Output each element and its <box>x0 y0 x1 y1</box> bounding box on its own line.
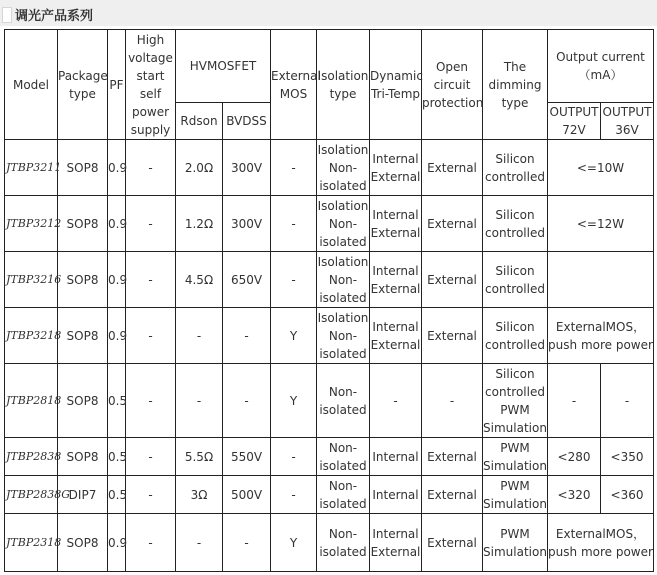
header-output-36v: OUTPUT 36V <box>601 103 654 140</box>
output-72v-cell: <280 <box>548 438 601 476</box>
output-current-cell: ExternalMOS，push more power <box>548 514 654 572</box>
pf-cell: 0.5 <box>108 438 126 476</box>
output-current-cell <box>548 252 654 308</box>
isolation-type-cell: Isolation Non-isolated <box>317 196 370 252</box>
rdson-cell: - <box>176 364 223 438</box>
external-mos-cell: - <box>271 438 317 476</box>
table-row <box>5 438 654 476</box>
dimming-type-cell: Silicon controlled <box>483 196 548 252</box>
model-cell: JTBP3216 <box>5 252 58 308</box>
package-cell: SOP8 <box>58 514 108 572</box>
header-isolation-type: Isolation type <box>317 30 370 140</box>
header-output-72v: OUTPUT 72V <box>548 103 601 140</box>
high-voltage-cell: - <box>126 252 176 308</box>
high-voltage-cell: - <box>126 364 176 438</box>
external-mos-cell: - <box>271 476 317 514</box>
model-cell: JTBP2838G <box>5 476 58 514</box>
high-voltage-cell: - <box>126 476 176 514</box>
isolation-type-cell: Non-isolated <box>317 438 370 476</box>
dimming-type-cell: PWM Simulation <box>483 514 548 572</box>
dimming-type-cell: Silicon controlled PWM Simulation <box>483 364 548 438</box>
rdson-cell: - <box>176 308 223 364</box>
output-current-cell: <=12W <box>548 196 654 252</box>
open-circuit-cell: External <box>422 514 483 572</box>
pf-cell: 0.9 <box>108 140 126 196</box>
package-cell: SOP8 <box>58 140 108 196</box>
header-open-circuit-protection: Open circuit protection <box>422 30 483 140</box>
bvdss-cell: 500V <box>223 476 271 514</box>
tri-temp-cell: Internal <box>370 438 422 476</box>
table-row <box>5 140 654 196</box>
header-pf: PF <box>108 30 126 140</box>
rdson-cell: 2.0Ω <box>176 140 223 196</box>
output-36v-cell: - <box>601 364 654 438</box>
header-external-mos: External MOS <box>271 30 317 140</box>
open-circuit-cell: - <box>422 364 483 438</box>
tri-temp-cell: Internal External <box>370 514 422 572</box>
package-cell: SOP8 <box>58 196 108 252</box>
model-cell: JTBP2838 <box>5 438 58 476</box>
dimming-type-cell: Silicon controlled <box>483 308 548 364</box>
output-36v-cell: <360 <box>601 476 654 514</box>
header-model: Model <box>5 30 58 140</box>
package-cell: SOP8 <box>58 252 108 308</box>
table-row <box>5 514 654 572</box>
external-mos-cell: Y <box>271 364 317 438</box>
package-cell: SOP8 <box>58 308 108 364</box>
isolation-type-cell: Non-isolated <box>317 476 370 514</box>
output-36v-cell: <350 <box>601 438 654 476</box>
title-bar <box>0 0 657 26</box>
header-package-type: Package type <box>58 30 108 140</box>
table-body <box>5 140 654 572</box>
bvdss-cell: - <box>223 308 271 364</box>
pf-cell: 0.9 <box>108 514 126 572</box>
table-row <box>5 196 654 252</box>
header-hvmosfet: HVMOSFET <box>176 30 271 103</box>
bvdss-cell: - <box>223 514 271 572</box>
header-dimming-type: The dimming type <box>483 30 548 140</box>
high-voltage-cell: - <box>126 140 176 196</box>
title-marker <box>2 7 12 23</box>
external-mos-cell: Y <box>271 514 317 572</box>
isolation-type-cell: Isolation Non-isolated <box>317 252 370 308</box>
open-circuit-cell: External <box>422 252 483 308</box>
bvdss-cell: 300V <box>223 140 271 196</box>
open-circuit-cell: External <box>422 308 483 364</box>
open-circuit-cell: External <box>422 438 483 476</box>
high-voltage-cell: - <box>126 514 176 572</box>
bvdss-cell: 650V <box>223 252 271 308</box>
model-cell: JTBP3212 <box>5 196 58 252</box>
tri-temp-cell: - <box>370 364 422 438</box>
open-circuit-cell: External <box>422 476 483 514</box>
rdson-cell: 1.2Ω <box>176 196 223 252</box>
external-mos-cell: - <box>271 140 317 196</box>
tri-temp-cell: Internal External <box>370 196 422 252</box>
high-voltage-cell: - <box>126 308 176 364</box>
rdson-cell: - <box>176 514 223 572</box>
dimming-type-cell: PWM Simulation <box>483 476 548 514</box>
output-current-cell: ExternalMOS，push more power <box>548 308 654 364</box>
high-voltage-cell: - <box>126 438 176 476</box>
pf-cell: 0.9 <box>108 196 126 252</box>
external-mos-cell: - <box>271 252 317 308</box>
header-row <box>5 30 654 103</box>
bvdss-cell: 550V <box>223 438 271 476</box>
pf-cell: 0.5 <box>108 364 126 438</box>
rdson-cell: 3Ω <box>176 476 223 514</box>
high-voltage-cell: - <box>126 196 176 252</box>
page-title: 调光产品系列 <box>15 9 94 24</box>
isolation-type-cell: Non-isolated <box>317 364 370 438</box>
model-cell: JTBP2818 <box>5 364 58 438</box>
pf-cell: 0.5 <box>108 476 126 514</box>
dimming-type-cell: Silicon controlled <box>483 252 548 308</box>
header-output-current: Output current（mA） <box>548 30 654 103</box>
model-cell: JTBP3218 <box>5 308 58 364</box>
table-row <box>5 252 654 308</box>
bvdss-cell: 300V <box>223 196 271 252</box>
rdson-cell: 5.5Ω <box>176 438 223 476</box>
dimming-products-table <box>4 29 654 572</box>
package-cell: DIP7 <box>58 476 108 514</box>
isolation-type-cell: Non-isolated <box>317 514 370 572</box>
open-circuit-cell: External <box>422 140 483 196</box>
header-high-voltage: High voltage start self power supply <box>126 30 176 140</box>
dimming-type-cell: PWM Simulation <box>483 438 548 476</box>
tri-temp-cell: Internal <box>370 476 422 514</box>
output-72v-cell: - <box>548 364 601 438</box>
package-cell: SOP8 <box>58 364 108 438</box>
table-row <box>5 476 654 514</box>
open-circuit-cell: External <box>422 196 483 252</box>
pf-cell: 0.9 <box>108 252 126 308</box>
header-bvdss: BVDSS <box>223 103 271 140</box>
package-cell: SOP8 <box>58 438 108 476</box>
output-72v-cell: <320 <box>548 476 601 514</box>
rdson-cell: 4.5Ω <box>176 252 223 308</box>
table-row <box>5 308 654 364</box>
output-current-cell: <=10W <box>548 140 654 196</box>
tri-temp-cell: Internal External <box>370 140 422 196</box>
header-dynamic-tri-temp: Dynamic Tri-Temp <box>370 30 422 140</box>
table-row <box>5 364 654 438</box>
model-cell: JTBP3211 <box>5 140 58 196</box>
external-mos-cell: - <box>271 196 317 252</box>
external-mos-cell: Y <box>271 308 317 364</box>
tri-temp-cell: Internal External <box>370 252 422 308</box>
isolation-type-cell: Isolation Non-isolated <box>317 308 370 364</box>
bvdss-cell: - <box>223 364 271 438</box>
dimming-type-cell: Silicon controlled <box>483 140 548 196</box>
model-cell: JTBP2318 <box>5 514 58 572</box>
isolation-type-cell: Isolation Non-isolated <box>317 140 370 196</box>
pf-cell: 0.9 <box>108 308 126 364</box>
tri-temp-cell: Internal External <box>370 308 422 364</box>
header-rdson: Rdson <box>176 103 223 140</box>
